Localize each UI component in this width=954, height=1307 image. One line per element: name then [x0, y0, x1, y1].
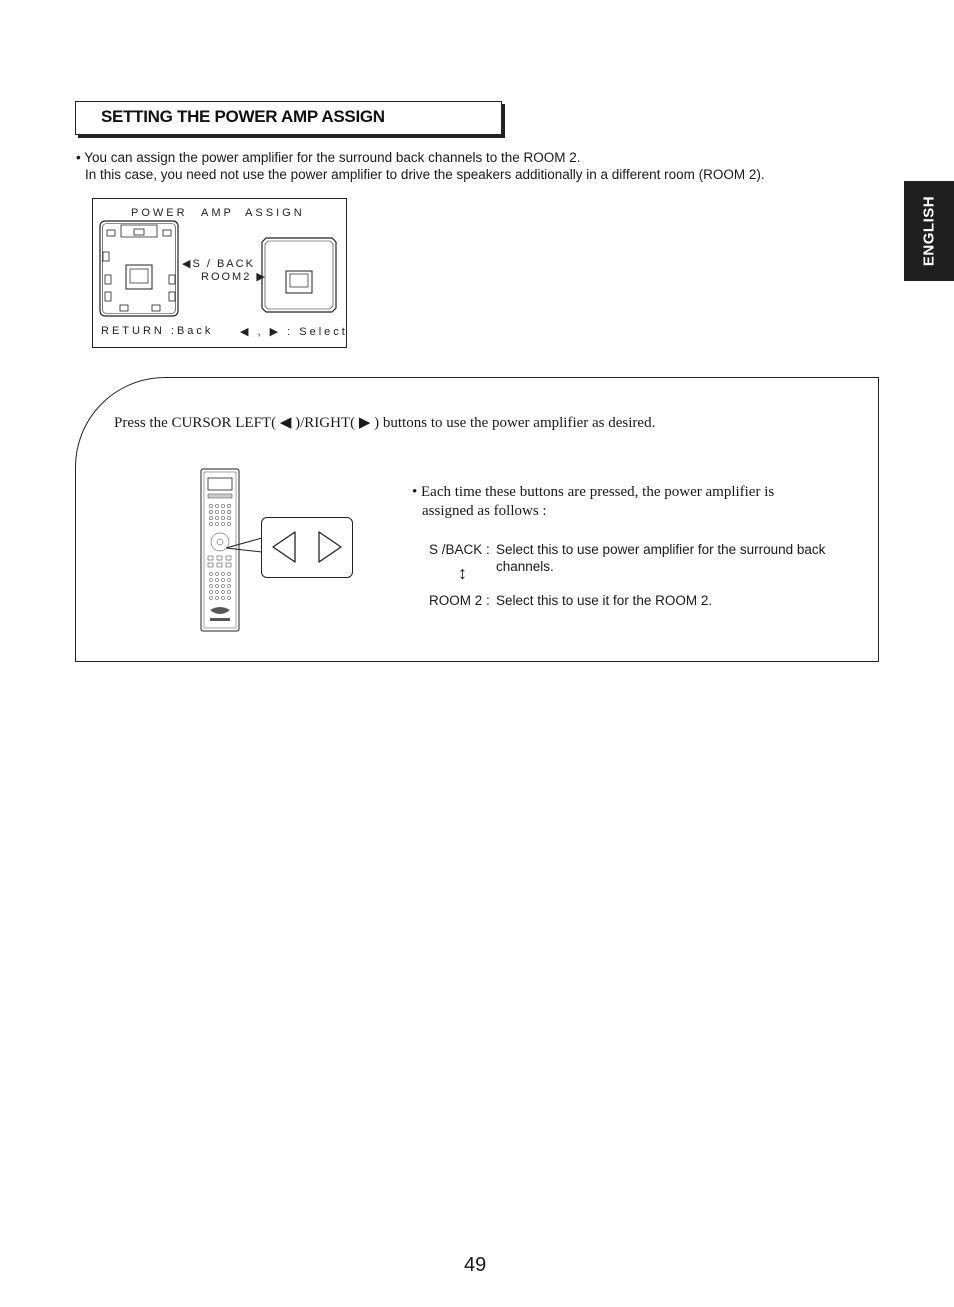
osd-heading-left: POWER [131, 207, 188, 219]
room2-desc: Select this to use it for the ROOM 2. [496, 593, 713, 608]
room2-label: ROOM 2 : [429, 593, 490, 608]
cursor-right-icon [317, 530, 343, 564]
callout-connector [224, 518, 264, 558]
cursor-buttons-callout [261, 517, 353, 578]
language-tab [904, 181, 954, 281]
osd-footer-right: ◀ , ▶ : Select [240, 326, 348, 338]
osd-footer-left: RETURN :Back [101, 325, 214, 337]
sback-label: S /BACK : [429, 542, 490, 557]
language-tab-label: ENGLISH [920, 195, 938, 267]
toggle-arrow-icon: ↕ [458, 563, 467, 583]
section-title-box [75, 101, 502, 135]
osd-screen [92, 198, 347, 348]
cursor-left-icon [271, 530, 297, 564]
sback-desc-line-1: Select this to use power amplifier for the surround back [496, 542, 826, 557]
page-number: 49 [464, 1254, 487, 1276]
room2-layout-icon [261, 237, 337, 313]
osd-option-sback: ◀S / BACK [182, 258, 255, 270]
sback-desc-line-2: channels. [496, 559, 554, 574]
osd-option-room2: ROOM2 ▶ [201, 271, 267, 283]
intro-line-1: • You can assign the power amplifier for the surround back channels to the ROOM 2. [76, 150, 581, 165]
instruction-step: Press the CURSOR LEFT( ◀ )/RIGHT( ▶ ) buttons to use the power amplifier as desired. [114, 415, 656, 431]
speaker-layout-icon [99, 219, 181, 319]
intro-line-2: In this case, you need not use the power amplifier to drive the speakers additionally in a different room (ROOM 2). [85, 167, 765, 182]
note-line-1: • Each time these buttons are pressed, the power amplifier is [412, 484, 775, 500]
instruction-panel [75, 377, 879, 662]
note-line-2: assigned as follows : [422, 503, 547, 519]
section-title: SETTING THE POWER AMP ASSIGN [101, 107, 385, 126]
osd-heading-right: AMP ASSIGN [201, 207, 305, 219]
